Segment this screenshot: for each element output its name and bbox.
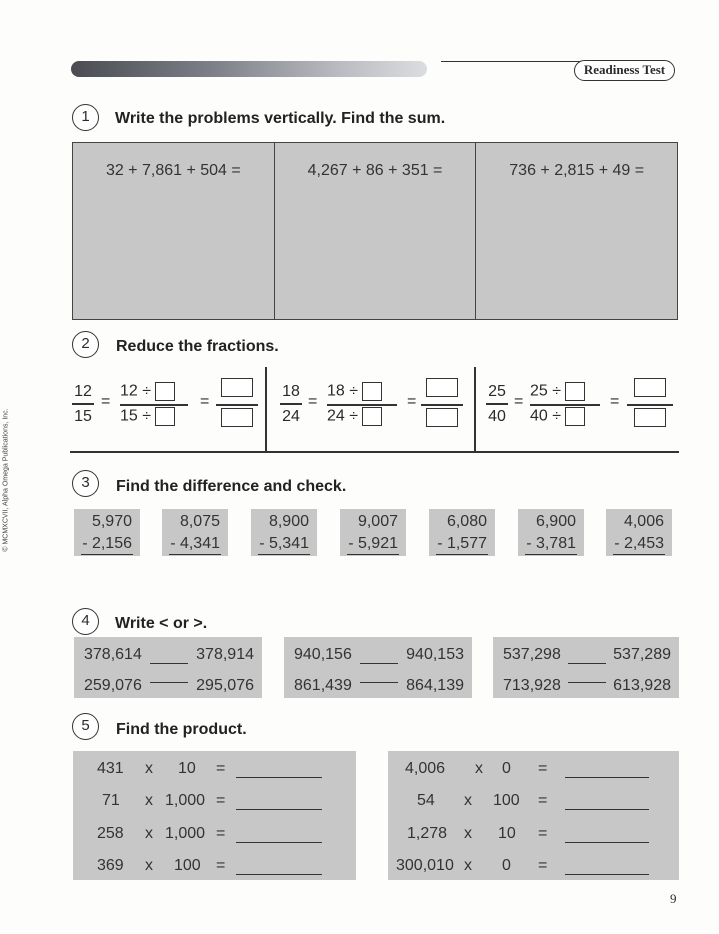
product-row bbox=[73, 857, 356, 877]
subtraction-problem[interactable] bbox=[251, 509, 317, 556]
section-3-number: 3 bbox=[72, 470, 99, 497]
times-sign: x bbox=[145, 825, 153, 842]
divide-fraction bbox=[530, 382, 600, 428]
product-answer-line[interactable] bbox=[565, 809, 649, 810]
times-sign: x bbox=[145, 760, 153, 777]
times-sign: x bbox=[475, 760, 483, 777]
answer-denominator-box[interactable] bbox=[426, 408, 458, 427]
compare-right: 864,139 bbox=[406, 677, 464, 694]
section-2-number: 2 bbox=[72, 331, 99, 358]
minuend: 9,007 bbox=[357, 513, 398, 530]
factor-a: 54 bbox=[417, 792, 435, 809]
equals-sign: = bbox=[538, 857, 548, 874]
header-rule bbox=[441, 61, 581, 62]
compare-blank[interactable] bbox=[150, 663, 188, 664]
equals-sign: = bbox=[216, 825, 226, 842]
compare-left: 713,928 bbox=[503, 677, 561, 694]
answer-denominator-box[interactable] bbox=[221, 408, 253, 427]
divide-sign: ÷ bbox=[552, 382, 562, 400]
equals-sign: = bbox=[200, 393, 210, 410]
equals-sign: = bbox=[538, 760, 548, 777]
divide-sign: ÷ bbox=[349, 382, 359, 400]
divisor-box[interactable] bbox=[155, 382, 175, 401]
answer-line bbox=[525, 554, 577, 555]
product-box-right bbox=[388, 751, 679, 880]
addition-work-area bbox=[72, 142, 678, 320]
answer-numerator-box[interactable] bbox=[634, 378, 666, 397]
subtraction-problem[interactable] bbox=[429, 509, 495, 556]
minuend: 4,006 bbox=[623, 513, 664, 530]
divide-fraction bbox=[327, 382, 397, 428]
minuend: 6,900 bbox=[535, 513, 576, 530]
equals-sign: = bbox=[538, 792, 548, 809]
factor-b: 1,000 bbox=[165, 792, 206, 809]
minuend: 8,900 bbox=[268, 513, 309, 530]
factor-b: 1,000 bbox=[165, 825, 206, 842]
compare-left: 940,156 bbox=[294, 646, 352, 663]
divisor-box[interactable] bbox=[155, 407, 175, 426]
product-answer-line[interactable] bbox=[565, 777, 649, 778]
section-4-number: 4 bbox=[72, 608, 99, 635]
compare-blank[interactable] bbox=[360, 663, 398, 664]
product-answer-line[interactable] bbox=[236, 874, 322, 875]
section-1-heading: Write the problems vertically. Find the sum. bbox=[115, 110, 446, 127]
subtraction-problem[interactable] bbox=[518, 509, 584, 556]
compare-left: 378,614 bbox=[84, 646, 142, 663]
section-1-number: 1 bbox=[72, 104, 99, 131]
answer-line bbox=[347, 554, 399, 555]
compare-row bbox=[84, 646, 254, 664]
answer-line bbox=[258, 554, 310, 555]
compare-row bbox=[294, 677, 464, 695]
fraction-bar bbox=[421, 404, 463, 406]
fraction-divider bbox=[474, 367, 476, 453]
compare-row bbox=[84, 677, 254, 695]
product-row bbox=[388, 825, 679, 845]
compare-right: 378,914 bbox=[196, 646, 254, 663]
fraction-divider bbox=[265, 367, 267, 453]
addition-problem[interactable]: 32 + 7,861 + 504 = bbox=[73, 143, 275, 319]
factor-a: 4,006 bbox=[405, 760, 446, 777]
equals-sign: = bbox=[610, 393, 620, 410]
section-3-heading: Find the difference and check. bbox=[116, 478, 347, 495]
subtrahend: - 5,341 bbox=[259, 535, 309, 552]
times-sign: x bbox=[464, 792, 472, 809]
compare-right: 537,289 bbox=[613, 646, 671, 663]
fraction-numerator: 18 bbox=[282, 383, 300, 400]
factor-a: 300,010 bbox=[396, 857, 454, 874]
compare-left: 861,439 bbox=[294, 677, 352, 694]
divisor-box[interactable] bbox=[362, 382, 382, 401]
compare-right: 613,928 bbox=[613, 677, 671, 694]
factor-a: 369 bbox=[97, 857, 124, 874]
header-gradient-bar bbox=[71, 61, 427, 77]
fraction-numerator: 12 bbox=[74, 383, 92, 400]
product-answer-line[interactable] bbox=[236, 842, 322, 843]
equals-sign: = bbox=[407, 393, 417, 410]
fraction-denominator: 40 bbox=[488, 407, 506, 425]
answer-numerator-box[interactable] bbox=[221, 378, 253, 397]
answer-line bbox=[81, 554, 133, 555]
subtraction-problem[interactable] bbox=[74, 509, 140, 556]
equals-sign: = bbox=[101, 393, 111, 410]
fraction-row bbox=[70, 367, 679, 453]
answer-line bbox=[436, 554, 488, 555]
times-sign: x bbox=[145, 857, 153, 874]
section-4-heading: Write < or >. bbox=[115, 615, 208, 632]
factor-a: 258 bbox=[97, 825, 124, 842]
factor-b: 100 bbox=[493, 792, 520, 809]
factor-b: 100 bbox=[174, 857, 201, 874]
product-row bbox=[388, 857, 679, 877]
divisor-box[interactable] bbox=[362, 407, 382, 426]
equals-sign: = bbox=[538, 825, 548, 842]
subtrahend: - 1,577 bbox=[437, 535, 487, 552]
minuend: 5,970 bbox=[91, 513, 132, 530]
product-answer-line[interactable] bbox=[565, 874, 649, 875]
subtraction-problem[interactable] bbox=[162, 509, 228, 556]
compare-right: 295,076 bbox=[196, 677, 254, 694]
product-row bbox=[388, 760, 679, 780]
fraction-numerator: 25 bbox=[530, 382, 548, 400]
compare-box bbox=[493, 637, 679, 698]
subtrahend: - 4,341 bbox=[170, 535, 220, 552]
product-row bbox=[73, 792, 356, 812]
equals-sign: = bbox=[216, 792, 226, 809]
product-answer-line[interactable] bbox=[236, 777, 322, 778]
equals-sign: = bbox=[216, 857, 226, 874]
divide-sign: ÷ bbox=[142, 407, 152, 425]
compare-blank[interactable] bbox=[360, 682, 398, 683]
equals-sign: = bbox=[308, 393, 318, 410]
fraction-denominator: 40 bbox=[530, 407, 548, 425]
product-row bbox=[388, 792, 679, 812]
fraction-bar bbox=[627, 404, 673, 406]
minuend: 8,075 bbox=[179, 513, 220, 530]
section-5-heading: Find the product. bbox=[116, 721, 247, 738]
compare-right: 940,153 bbox=[406, 646, 464, 663]
section-5-number: 5 bbox=[72, 713, 99, 740]
product-row bbox=[73, 825, 356, 845]
fraction-denominator: 24 bbox=[282, 407, 300, 425]
factor-b: 10 bbox=[178, 760, 196, 777]
factor-a: 71 bbox=[102, 792, 120, 809]
compare-row bbox=[294, 646, 464, 664]
fraction-numerator: 18 bbox=[327, 382, 345, 400]
page-number: 9 bbox=[670, 891, 677, 906]
fraction-denominator: 15 bbox=[120, 407, 138, 425]
compare-blank[interactable] bbox=[568, 663, 606, 664]
subtraction-problem[interactable] bbox=[340, 509, 406, 556]
factor-a: 1,278 bbox=[407, 825, 448, 842]
compare-row bbox=[503, 646, 671, 664]
copyright-sidebar bbox=[0, 385, 12, 575]
fraction-denominator: 15 bbox=[74, 407, 92, 425]
divide-fraction bbox=[120, 382, 188, 428]
divisor-box[interactable] bbox=[565, 407, 585, 426]
compare-box bbox=[74, 637, 262, 698]
times-sign: x bbox=[464, 825, 472, 842]
answer-denominator-box[interactable] bbox=[634, 408, 666, 427]
factor-a: 431 bbox=[97, 760, 124, 777]
minuend: 6,080 bbox=[446, 513, 487, 530]
compare-left: 259,076 bbox=[84, 677, 142, 694]
readiness-test-badge: Readiness Test bbox=[574, 60, 675, 81]
product-row bbox=[73, 760, 356, 780]
subtrahend: - 3,781 bbox=[526, 535, 576, 552]
subtrahend: - 2,156 bbox=[82, 535, 132, 552]
compare-row bbox=[503, 677, 671, 695]
section-2-heading: Reduce the fractions. bbox=[116, 338, 279, 355]
fraction-numerator: 12 bbox=[120, 382, 138, 400]
compare-box bbox=[284, 637, 472, 698]
product-answer-line[interactable] bbox=[236, 809, 322, 810]
fraction-bar bbox=[216, 404, 258, 406]
answer-line bbox=[169, 554, 221, 555]
divide-sign: ÷ bbox=[142, 382, 152, 400]
equals-sign: = bbox=[216, 760, 226, 777]
answer-line bbox=[613, 554, 665, 555]
compare-blank[interactable] bbox=[150, 682, 188, 683]
divisor-box[interactable] bbox=[565, 382, 585, 401]
subtrahend: - 5,921 bbox=[348, 535, 398, 552]
times-sign: x bbox=[464, 857, 472, 874]
divide-sign: ÷ bbox=[552, 407, 562, 425]
product-answer-line[interactable] bbox=[565, 842, 649, 843]
compare-left: 537,298 bbox=[503, 646, 561, 663]
factor-b: 10 bbox=[498, 825, 516, 842]
times-sign: x bbox=[145, 792, 153, 809]
compare-blank[interactable] bbox=[568, 682, 606, 683]
factor-b: 0 bbox=[502, 760, 511, 777]
equals-sign: = bbox=[514, 393, 524, 410]
divide-sign: ÷ bbox=[349, 407, 359, 425]
subtrahend: - 2,453 bbox=[614, 535, 664, 552]
subtraction-problem[interactable] bbox=[606, 509, 672, 556]
addition-problem[interactable]: 4,267 + 86 + 351 = bbox=[275, 143, 477, 319]
factor-b: 0 bbox=[502, 857, 511, 874]
copyright-text: © MCMXCVII, Alpha Omega Publications, Inc. bbox=[2, 408, 10, 552]
addition-problem[interactable]: 736 + 2,815 + 49 = bbox=[509, 162, 645, 179]
fraction-numerator: 25 bbox=[488, 383, 506, 400]
answer-numerator-box[interactable] bbox=[426, 378, 458, 397]
fraction-denominator: 24 bbox=[327, 407, 345, 425]
product-box-left bbox=[73, 751, 356, 880]
